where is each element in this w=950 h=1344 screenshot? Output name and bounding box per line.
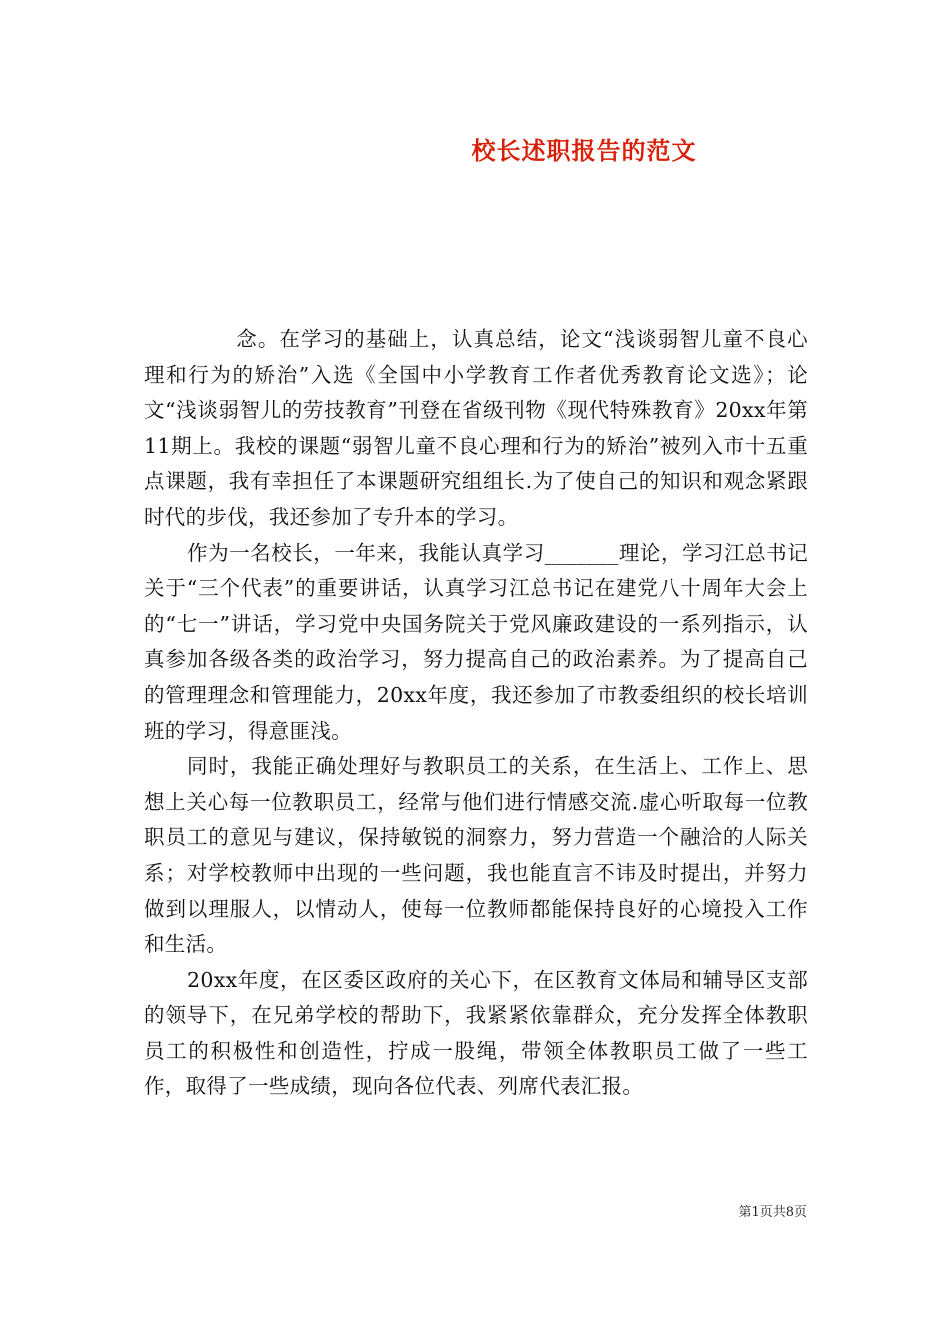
paragraph-1: 念。在学习的基础上，认真总结，论文“浅谈弱智儿童不良心理和行为的矫治”入选《全国中小学教育工作者优秀教育论文选》；论文“浅谈弱智儿的劳技教育”刊登在省级刊物《现代特殊教育》20xx年第11期上。我校的课题“弱智儿童不良心理和行为的矫治”被列入市十五重点课题，我有幸担任了本课题研究组组长.为了使自己的知识和观念紧跟时代的步伐，我还参加了专升本的学习。 — [144, 327, 808, 529]
paragraph-4: 20xx年度，在区委区政府的关心下，在区教育文体局和辅导区支部的领导下，在兄弟学校的帮助下，我紧紧依靠群众，充分发挥全体教职员工的积极性和创造性，拧成一股绳，带领全体教职员工做了一些工作，取得了一些成绩，现向各位代表、列席代表汇报。 — [144, 967, 808, 1099]
document-title: 校长述职报告的范文 — [471, 136, 697, 165]
paragraph-3: 同时，我能正确处理好与教职员工的关系，在生活上、工作上、思想上关心每一位教职员工，经常与他们进行情感交流.虚心听取每一位教职员工的意见与建议，保持敏锐的洞察力，努力营造一个融洽的人际关系；对学校教师中出现的一些问题，我也能直言不讳及时提出，并努力做到以理服人，以情动人，使每一位教师都能保持良好的心境投入工作和生活。 — [144, 754, 808, 957]
page-number-footer: 第1页共8页 — [738, 1205, 807, 1220]
document-body — [144, 322, 808, 1105]
paragraph-2: 作为一名校长，一年来，我能认真学习_______理论，学习江总书记关于“三个代表”的重要讲话，认真学习江总书记在建党八十周年大会上的“七一”讲话，学习党中央国务院关于党风廉政建设的一系列指示，认真参加各级各类的政治学习，努力提高自己的政治素养。为了提高自己的管理理念和管理能力，20xx年度，我还参加了市教委组织的校长培训班的学习，得意匪浅。 — [144, 540, 808, 743]
